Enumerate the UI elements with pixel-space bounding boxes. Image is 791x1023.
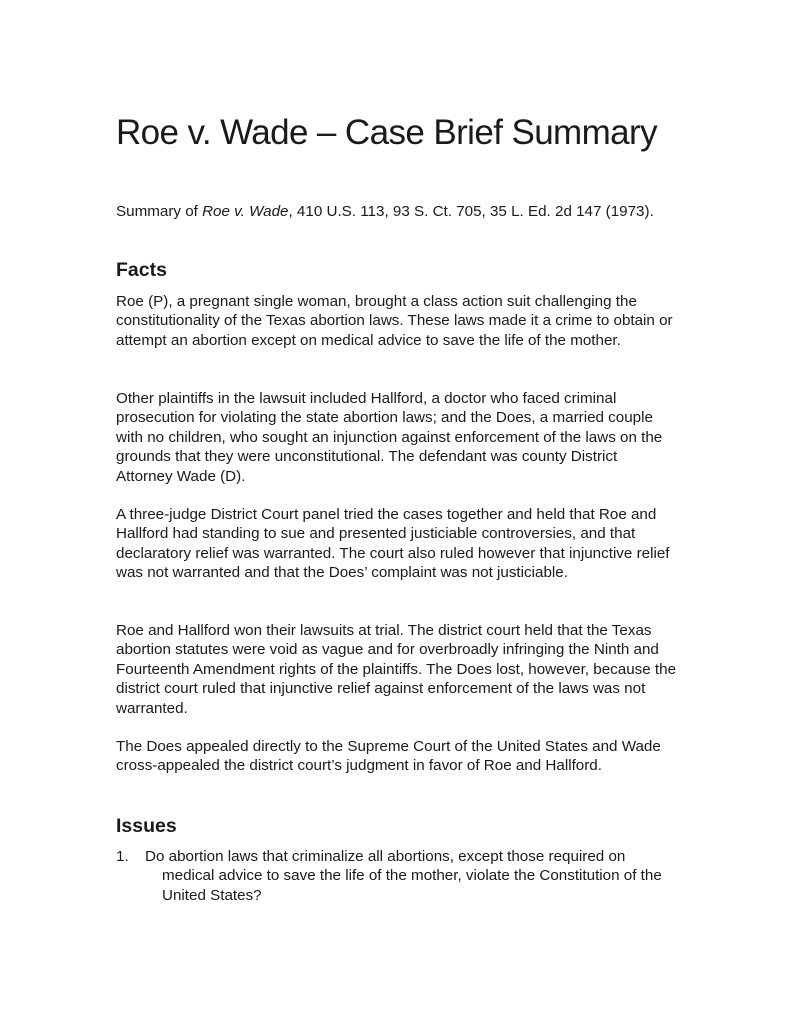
case-citation	[116, 202, 676, 221]
issue-number: 1.	[116, 848, 129, 865]
citation-prefix: Summary of	[116, 203, 203, 220]
page-title: Roe v. Wade – Case Brief Summary	[116, 113, 657, 152]
facts-paragraph: Other plaintiffs in the lawsuit included Hallford, a doctor who faced criminal prosecution for violating the state abortion laws; and the Does, a married couple with no children, who sought an injunction against enforcement of the laws on the grounds that they were unconstitutional. The defendant was county District Attorney Wade (D).	[116, 390, 663, 485]
issue-continuation: medical advice to save the life of the mother, violate the Constitution of the United States?	[162, 867, 662, 904]
facts-heading: Facts	[116, 259, 167, 281]
case-name: Roe v. Wade	[202, 203, 289, 220]
issue-text	[145, 847, 675, 905]
issues-heading: Issues	[116, 815, 177, 837]
facts-paragraph: Roe (P), a pregnant single woman, brought a class action suit challenging the constitutionality of the Texas abortion laws. These laws made it a crime to obtain or attempt an abortion except on medical advice to save the life of the mother.	[116, 293, 673, 349]
facts-paragraph: The Does appealed directly to the Supreme Court of the United States and Wade cross-appealed the district court’s judgment in favor of Roe and Hallford.	[116, 738, 661, 775]
facts-paragraph: A three-judge District Court panel tried the cases together and held that Roe and Hallford had standing to sue and presented justiciable controversies, and that declaratory relief was warranted. The court also ruled however that injunctive relief was not warranted and that the Does’ complaint was not justiciable.	[116, 506, 670, 582]
facts-paragraph: Roe and Hallford won their lawsuits at trial. The district court held that the Texas abortion statutes were void as vague and for overbroadly infringing the Ninth and Fourteenth Amendment rights of the plaintiffs. The Does lost, however, because the district court ruled that injunctive relief against enforcement of the laws was not warranted.	[116, 622, 677, 717]
issue-first-line: Do abortion laws that criminalize all abortions, except those required on	[145, 848, 626, 865]
citation-text: , 410 U.S. 113, 93 S. Ct. 705, 35 L. Ed. 2d 147 (1973).	[288, 203, 654, 220]
